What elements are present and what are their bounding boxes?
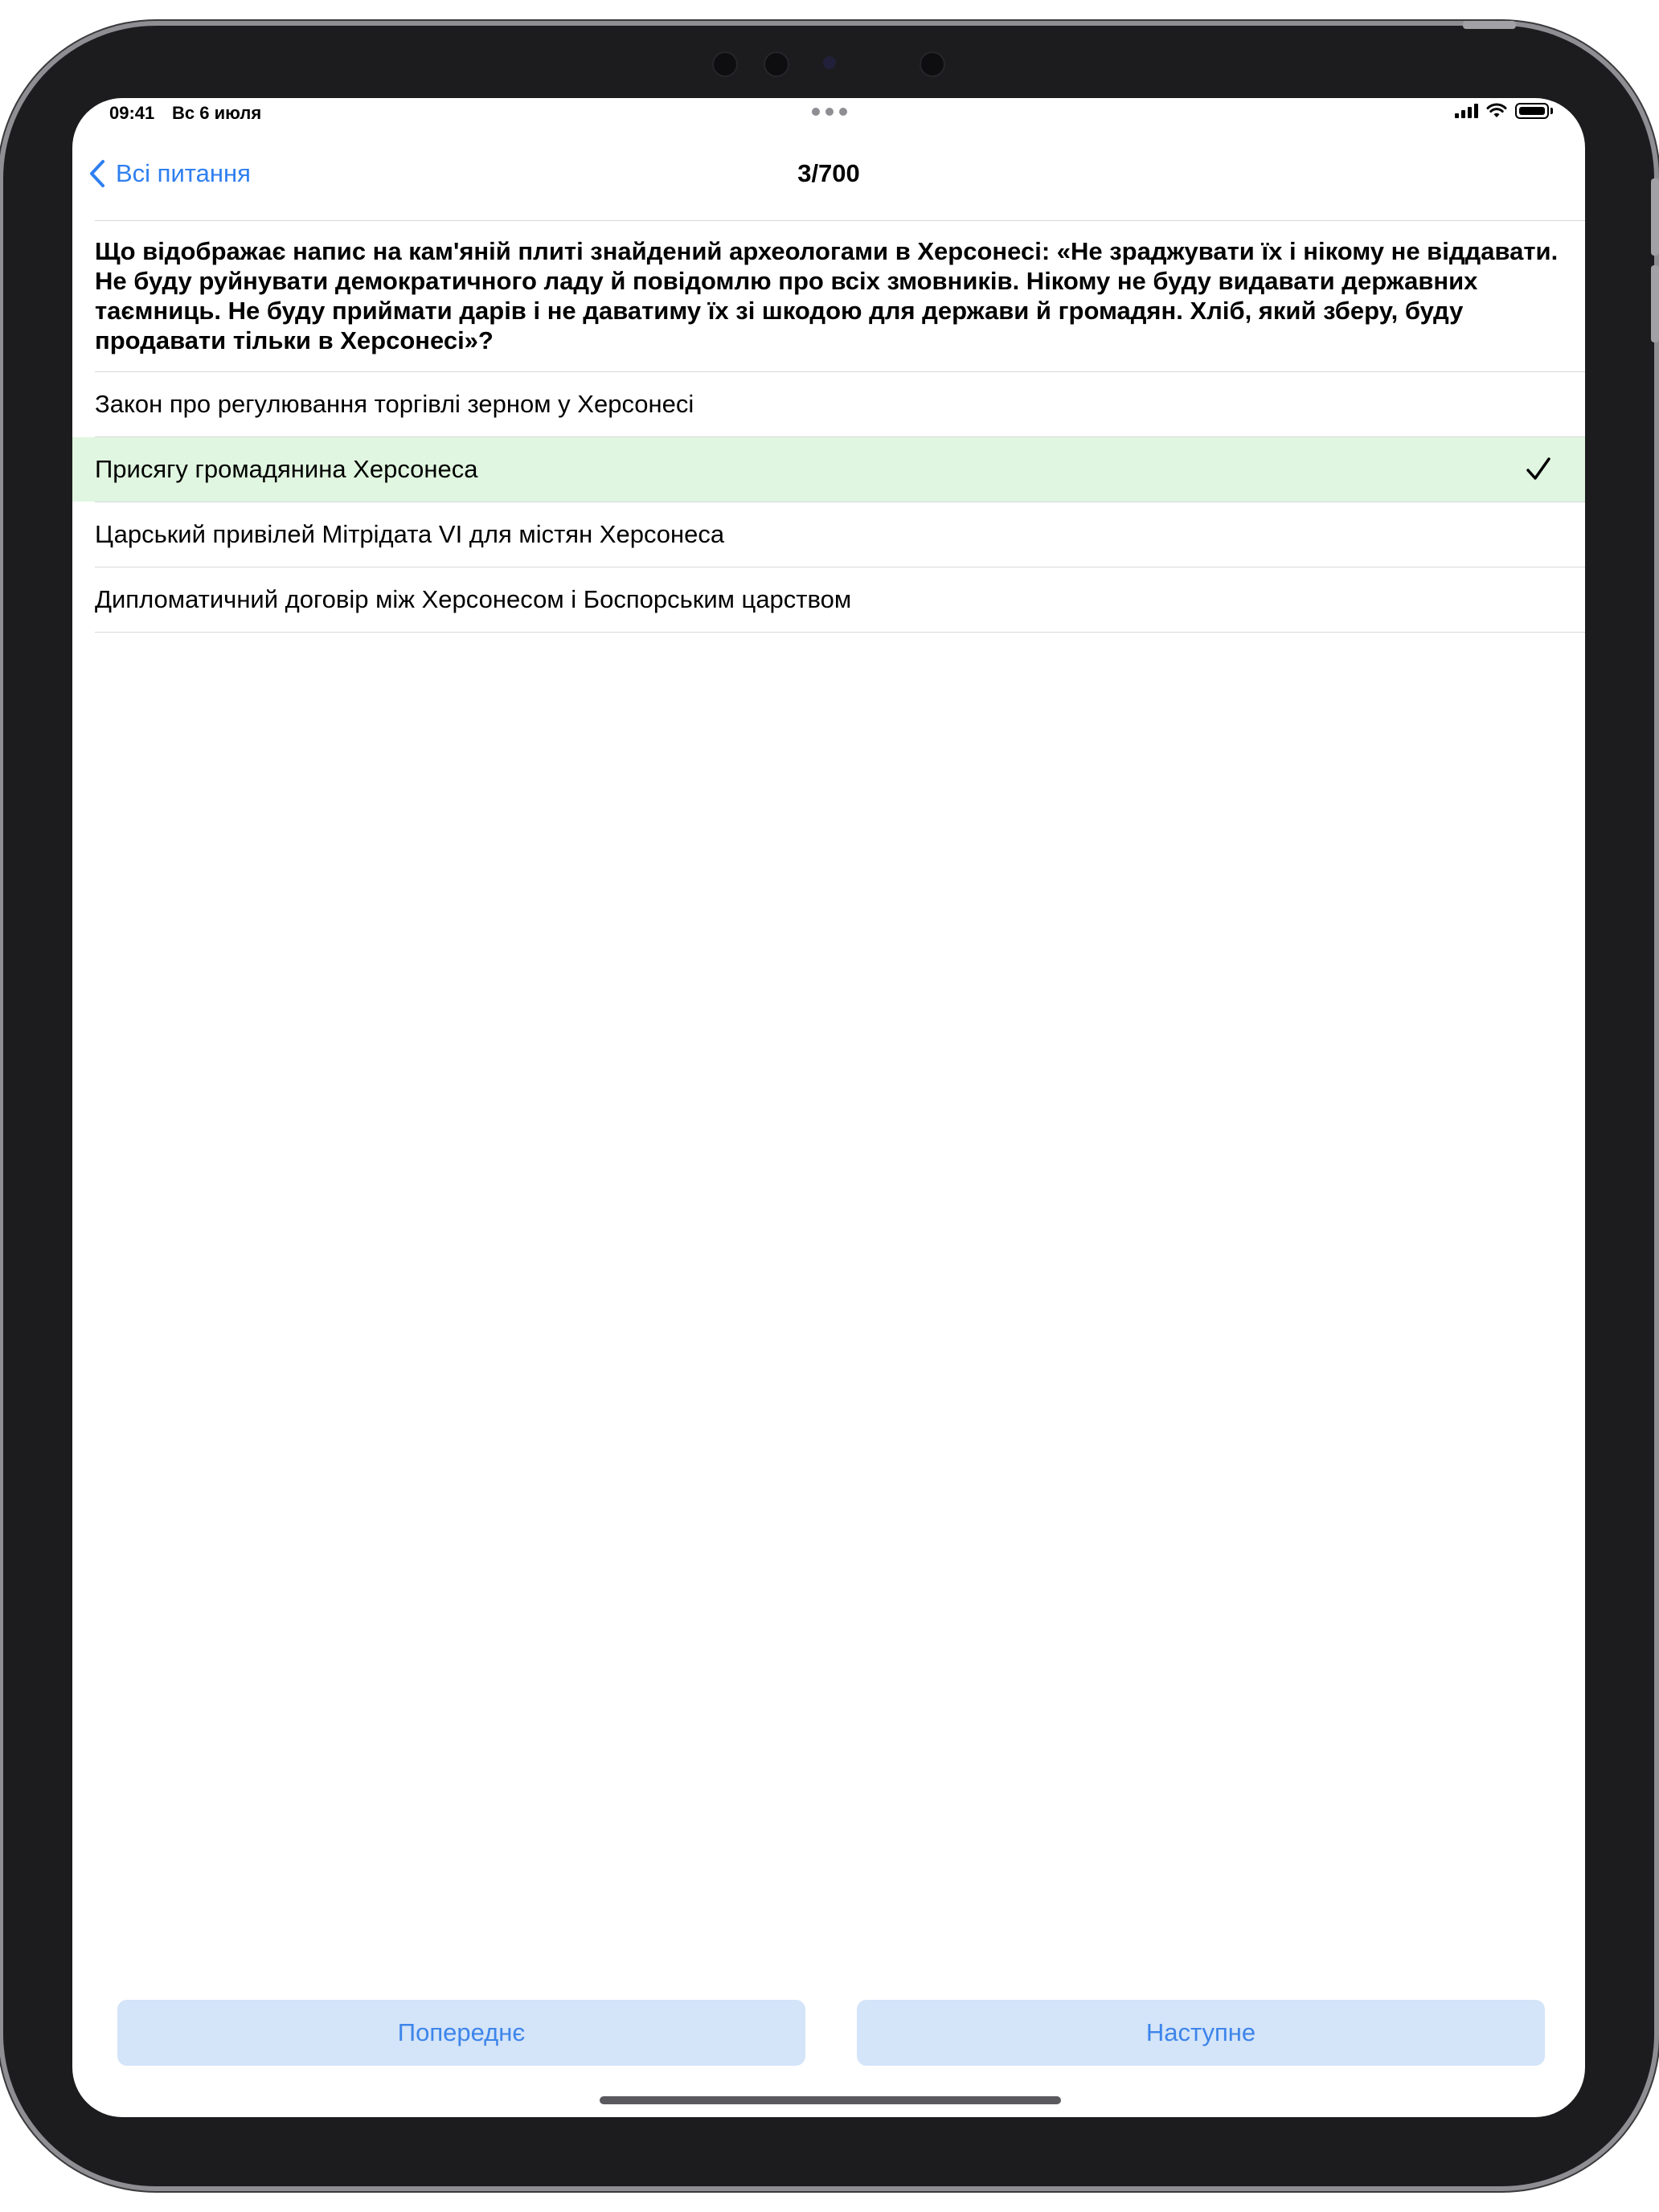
sensor-dot [764, 51, 789, 77]
status-date: Вс 6 июля [172, 103, 262, 123]
answer-label: Дипломатичний договір між Херсонесом і Боспорським царством [95, 585, 852, 613]
answer-option-3[interactable] [72, 502, 1585, 567]
answer-option-4[interactable] [72, 567, 1585, 632]
battery-icon [1515, 103, 1549, 119]
wifi-icon [1486, 103, 1507, 119]
home-indicator[interactable] [600, 2096, 1061, 2104]
screen [72, 98, 1585, 2117]
answer-label: Присягу громадянина Херсонеса [95, 455, 478, 483]
status-time: 09:41 [109, 103, 155, 123]
answer-label: Царський привілей Мітрідата VI для містян Херсонеса [95, 520, 725, 548]
question-counter: 3/700 [797, 159, 860, 187]
camera-icon [823, 56, 836, 69]
back-button-label: Всі питання [116, 159, 251, 187]
question-text: Що відображає напис на кам'яній плиті знайдений археологами в Херсонесі: «Не зраджувати їх і нікому не віддавати. Не буду руйнувати демократичного ладу й повідомлю про всіх змовників. Нікому не буду видавати державних таємниць. Не буду приймати дарів і не даватиму їх зі шкодою для держави й громадян. Хліб, який зберу, буду продавати тільки в Херсонесі»? [95, 237, 1559, 354]
answer-option-1[interactable] [72, 372, 1585, 436]
next-button[interactable]: Наступне [857, 2000, 1545, 2066]
multitasking-dots-icon[interactable] [812, 108, 847, 116]
checkmark-icon [1524, 455, 1553, 484]
top-button [1463, 21, 1516, 29]
volume-down-button [1651, 265, 1659, 342]
battery-cap [1550, 108, 1553, 114]
status-bar [72, 98, 1585, 133]
cellular-signal-icon [1455, 104, 1478, 118]
previous-button[interactable]: Попереднє [117, 2000, 805, 2066]
sensor-dot [712, 51, 738, 77]
status-icons [1455, 103, 1553, 119]
sensor-dot [920, 51, 945, 77]
answer-divider [95, 632, 1585, 633]
nav-divider [95, 220, 1585, 221]
answer-option-2[interactable] [72, 437, 1585, 502]
navigation-bar [72, 133, 1585, 222]
answer-label: Закон про регулювання торгівлі зерном у Херсонесі [95, 390, 694, 418]
volume-up-button [1651, 178, 1659, 256]
